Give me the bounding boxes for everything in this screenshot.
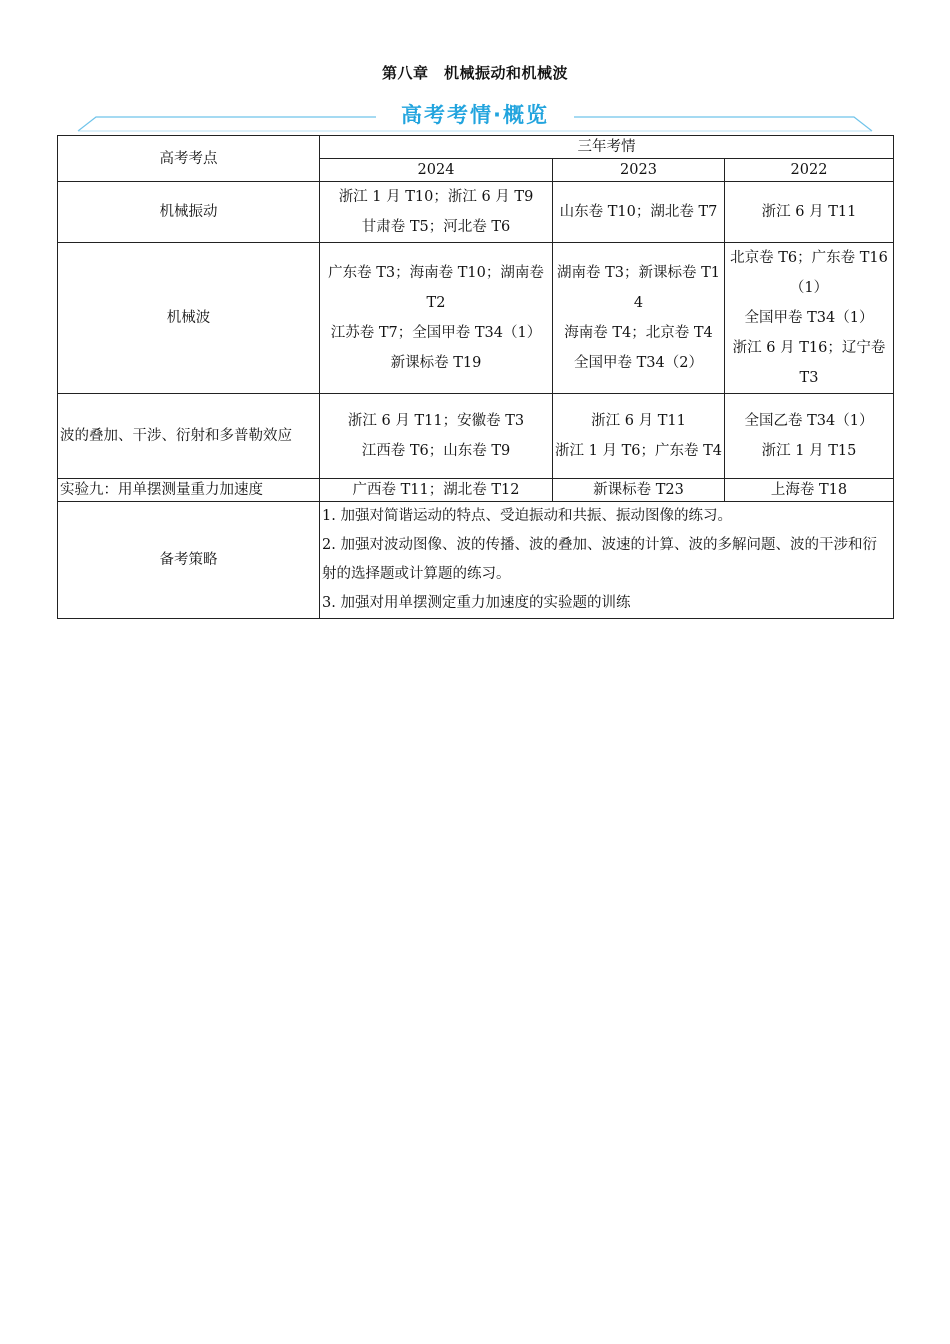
cell-line: 浙江 6 月 T11 (591, 413, 686, 429)
table-row (58, 479, 894, 502)
strategy-item: 2. 加强对波动图像、波的传播、波的叠加、波速的计算、波的多解问题、波的干涉和衍射的选择题或计算题的练习。 (322, 537, 877, 582)
header-row (58, 136, 894, 159)
strategy-item: 1. 加强对简谐运动的特点、受迫振动和共振、振动图像的练习。 (322, 508, 732, 524)
strategy-item: 3. 加强对用单摆测定重力加速度的实验题的训练 (322, 595, 631, 611)
table-row (58, 243, 894, 394)
cell-2022 (725, 394, 894, 479)
header-year-2024: 2024 (320, 159, 553, 182)
cell-line: 浙江 6 月 T11 (761, 204, 857, 220)
cell-line: 浙江 1 月 T15 (761, 443, 857, 459)
header-topic: 高考考点 (58, 136, 320, 182)
cell-line: 全国乙卷 T34（1） (744, 413, 874, 429)
cell-line: 湖南卷 T3；新课标卷 T14 (556, 265, 720, 311)
cell-2023 (553, 182, 725, 243)
cell-2023 (553, 243, 725, 394)
strategy-label: 备考策略 (58, 502, 320, 619)
exam-overview-table (57, 135, 894, 619)
cell-line: 广西卷 T11；湖北卷 T12 (352, 482, 520, 498)
cell-2024 (320, 394, 553, 479)
cell-line: 北京卷 T6；广东卷 T16（1） (730, 250, 888, 296)
header-year-2023: 2023 (553, 159, 725, 182)
cell-2024 (320, 479, 553, 502)
cell-2022 (725, 479, 894, 502)
header-year-2022: 2022 (725, 159, 894, 182)
table-row (58, 394, 894, 479)
cell-line: 新课标卷 T19 (390, 355, 482, 371)
table-row (58, 182, 894, 243)
topic-cell: 实验九：用单摆测量重力加速度 (58, 479, 320, 502)
cell-2022 (725, 182, 894, 243)
cell-line: 浙江 6 月 T11；安徽卷 T3 (347, 413, 525, 429)
cell-line: 上海卷 T18 (770, 482, 848, 498)
section-banner (76, 100, 874, 134)
chapter-title: 第八章 机械振动和机械波 (381, 64, 568, 82)
cell-2024 (320, 182, 553, 243)
cell-line: 浙江 6 月 T16；辽宁卷 T3 (732, 340, 886, 386)
cell-line: 海南卷 T4；北京卷 T4 (564, 325, 713, 341)
cell-line: 广东卷 T3；海南卷 T10；湖南卷 T2 (328, 265, 544, 311)
topic-cell: 波的叠加、干涉、衍射和多普勒效应 (58, 394, 320, 479)
strategy-row (58, 502, 894, 619)
header-group: 三年考情 (320, 136, 894, 159)
cell-line: 全国甲卷 T34（2） (574, 355, 703, 371)
cell-line: 全国甲卷 T34（1） (744, 310, 874, 326)
cell-2023 (553, 479, 725, 502)
cell-2022 (725, 243, 894, 394)
cell-2023 (553, 394, 725, 479)
cell-2024 (320, 243, 553, 394)
cell-line: 浙江 1 月 T10；浙江 6 月 T9 (338, 189, 534, 205)
topic-cell: 机械振动 (58, 182, 320, 243)
cell-line: 浙江 1 月 T6；广东卷 T4 (555, 443, 722, 459)
cell-line: 山东卷 T10；湖北卷 T7 (559, 204, 718, 220)
cell-line: 江苏卷 T7；全国甲卷 T34（1） (330, 325, 542, 341)
banner-title: 高考考情·概览 (393, 103, 557, 127)
cell-line: 新课标卷 T23 (593, 482, 684, 498)
cell-line: 江西卷 T6；山东卷 T9 (361, 443, 511, 459)
cell-line: 甘肃卷 T5；河北卷 T6 (361, 219, 511, 235)
strategy-content (320, 502, 894, 619)
topic-cell: 机械波 (58, 243, 320, 394)
